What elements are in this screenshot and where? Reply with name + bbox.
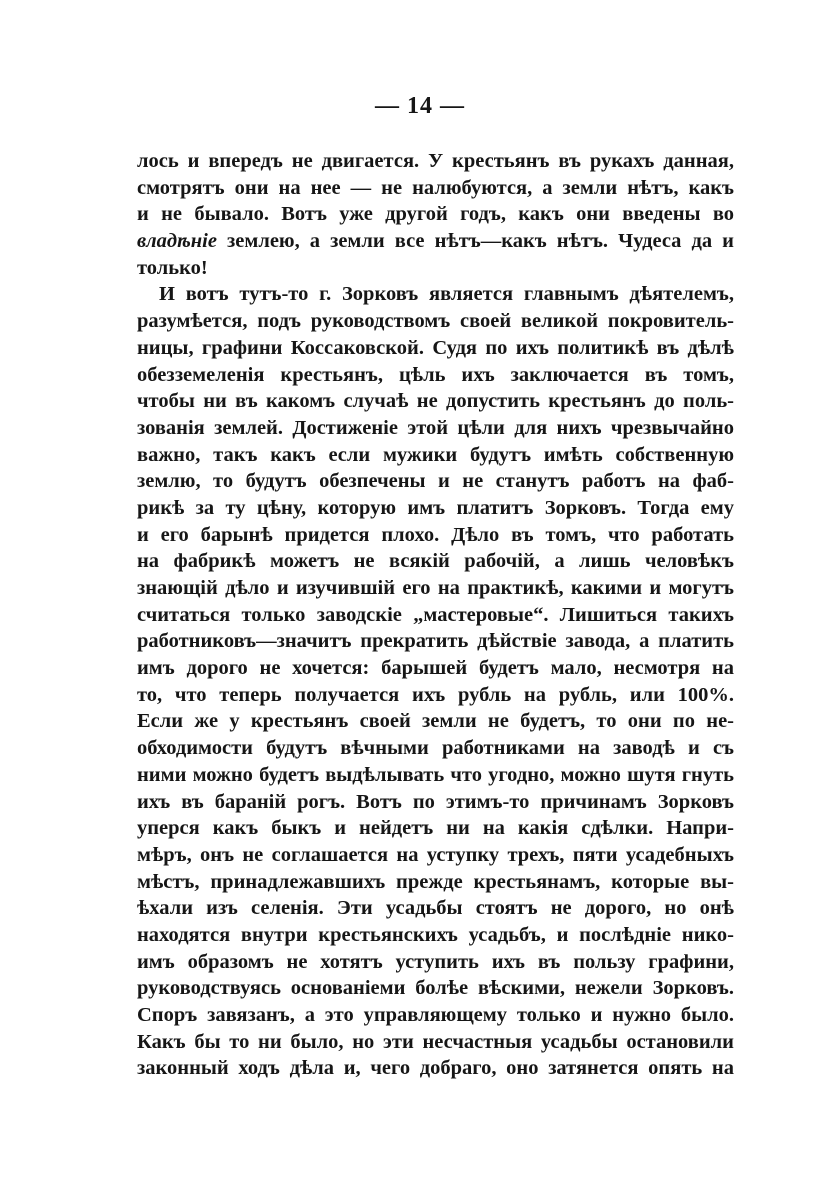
text-line: ними можно будетъ выдѣлывать что угодно, можно шутя гнуть: [137, 763, 734, 786]
text-line: находятся внутри крестьянскихъ усадьбъ, и послѣдніе нико-: [137, 923, 734, 946]
text-line: лось и впередъ не двигается. У крестьянъ въ рукахъ данная,: [137, 150, 734, 172]
text-line: знающій дѣло и изучившій его на практикѣ, какими и могутъ: [137, 577, 734, 599]
italic-word: владѣніе: [137, 230, 217, 253]
text-line: И вотъ тутъ-то г. Зорковъ является главнымъ дѣятелемъ,: [159, 283, 734, 306]
text-line: Споръ завязанъ, а это управляющему только и нужно было.: [137, 1004, 734, 1026]
text-line: руководствуясь основаніеми болѣе вѣскими, нежели Зорковъ.: [137, 977, 734, 1000]
text-line: разумѣется, подъ руководствомъ своей великой покровитель-: [137, 310, 734, 333]
text-line: обезземеленія крестьянъ, цѣль ихъ заключается въ томъ,: [137, 363, 734, 386]
text-line: ихъ въ бараній рогъ. Вотъ по этимъ-то причинамъ Зорковъ: [137, 790, 734, 813]
text-line: важно, такъ какъ если мужики будутъ имѣть собственную: [137, 443, 734, 466]
text-line: Если же у крестьянъ своей земли не будетъ, то они по не-: [137, 710, 734, 733]
text-line: рикѣ за ту цѣну, которую имъ платитъ Зорковъ. Тогда ему: [137, 496, 734, 519]
text-line: и его барынѣ придется плохо. Дѣло въ томъ, что работать: [137, 523, 734, 546]
page-number: — 14 —: [375, 93, 465, 119]
text-line: землею, а земли все нѣтъ—какъ нѣтъ. Чудеса да и: [227, 230, 734, 253]
text-line: и не бывало. Вотъ уже другой годъ, какъ они введены во: [137, 203, 734, 226]
text-line-with-italic: [137, 228, 734, 255]
text-line: считаться только заводскіе „мастеровые“. Лишиться такихъ: [137, 603, 734, 626]
text-line: Какъ бы то ни было, но эти несчастныя усадьбы остановили: [137, 1030, 734, 1053]
text-line: ницы, графини Коссаковской. Судя по ихъ политикѣ въ дѣлѣ: [137, 336, 734, 359]
text-line: смотрятъ они на нее — не налюбуются, а земли нѣтъ, какъ: [137, 176, 734, 199]
text-line: чтобы ни въ какомъ случаѣ не допустить крестьянъ до поль-: [137, 390, 734, 413]
text-line: законный ходъ дѣла и, чего добраго, оно затянется опять на: [137, 1057, 734, 1080]
text-line: на фабрикѣ можетъ не всякій рабочій, а лишь человѣкъ: [137, 550, 734, 573]
text-line: имъ образомъ не хотятъ уступить ихъ въ пользу графини,: [137, 950, 734, 973]
text-line: землю, то будутъ обезпечены и не станутъ работъ на фаб-: [137, 470, 734, 493]
text-line: уперся какъ быкъ и нейдетъ ни на какія сдѣлки. Напри-: [137, 817, 734, 840]
text-line: то, что теперь получается ихъ рубль на рубль, или 100%.: [137, 683, 734, 706]
text-line: мѣстъ, принадлежавшихъ прежде крестьянамъ, которые вы-: [137, 870, 734, 893]
text-line: имъ дорого не хочется: барышей будетъ мало, несмотря на: [137, 657, 734, 680]
text-line: ѣхали изъ селенія. Эти усадьбы стоятъ не дорого, но онѣ: [137, 897, 734, 920]
text-line: работниковъ—значитъ прекратить дѣйствіе завода, а платить: [137, 630, 734, 653]
text-line: мѣръ, онъ не соглашается на уступку трехъ, пяти усадебныхъ: [137, 843, 734, 866]
body-text: [137, 148, 734, 1082]
text-line: обходимости будутъ вѣчными работниками на заводѣ и съ: [137, 737, 734, 760]
text-line: зованія землей. Достиженіе этой цѣли для нихъ чрезвычайно: [137, 416, 734, 439]
text-line: только!: [137, 256, 208, 279]
